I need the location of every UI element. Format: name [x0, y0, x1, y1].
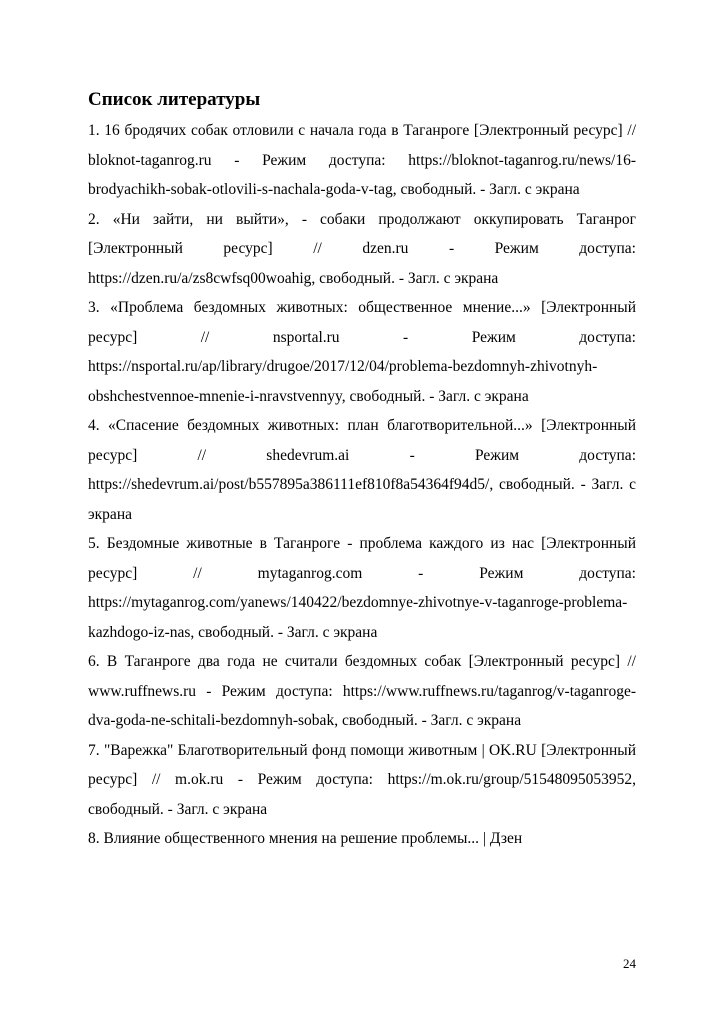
reference-item-6: 6. В Таганроге два года не считали бездомных собак [Электронный ресурс] // www.ruffnews.ru - Режим доступа: https://www.ruffnews.ru/taganrog/v-taganroge-dva-goda-ne-schitali-bezdomnyh-sobak, свободный. - Загл. с экрана: [88, 653, 636, 729]
reference-item-5: 5. Бездомные животные в Таганроге - проблема каждого из нас [Электронный ресурс] // mytaganrog.com - Режим доступа: https://mytaganrog.com/yanews/140422/bezdomnye-zhivotnye-v-taganroge-problema-kazhdogo-iz-nas, свободный. - Загл. с экрана: [88, 535, 636, 641]
reference-item-2: 2. «Ни зайти, ни выйти», - собаки продолжают оккупировать Таганрог [Электронный ресурс] // dzen.ru - Режим доступа: https://dzen.ru/a/zs8cwfsq00woahig, свободный. - Загл. с экрана: [88, 210, 636, 287]
bibliography-heading: Список литературы: [88, 89, 261, 110]
reference-item-8: 8. Влияние общественного мнения на решение проблемы... | Дзен: [88, 830, 523, 847]
reference-item-1: 1. 16 бродячих собак отловили с начала года в Таганроге [Электронный ресурс] // bloknot-taganrog.ru - Режим доступа: https://bloknot-taganrog.ru/news/16-brodyachikh-sobak-otlovili-s-nachala-goda-v-tag, свободный. - Загл. с экрана: [88, 122, 636, 198]
reference-item-4: 4. «Спасение бездомных животных: план благотворительной...» [Электронный ресурс] // shedevrum.ai - Режим доступа: https://shedevrum.ai/post/b557895a386111ef810f8a54364f94d5/, свободный. - Загл. с экрана: [88, 417, 636, 523]
reference-item-3: 3. «Проблема бездомных животных: общественное мнение...» [Электронный ресурс] // nsportal.ru - Режим доступа: https://nsportal.ru/ap/library/drugoe/2017/12/04/problema-bezdomnyh-zhivotnyh-obshchestvennoe-mnenie-i-nravstvennyy, свободный. - Загл. с экрана: [88, 299, 636, 405]
reference-list: [88, 116, 636, 854]
page-number: 24: [623, 956, 636, 971]
document-page: [88, 84, 636, 854]
reference-item-7: 7. "Варежка" Благотворительный фонд помощи животным | OK.RU [Электронный ресурс] // m.ok.ru - Режим доступа: https://m.ok.ru/group/51548095053952, свободный. - Загл. с экрана: [88, 741, 636, 818]
